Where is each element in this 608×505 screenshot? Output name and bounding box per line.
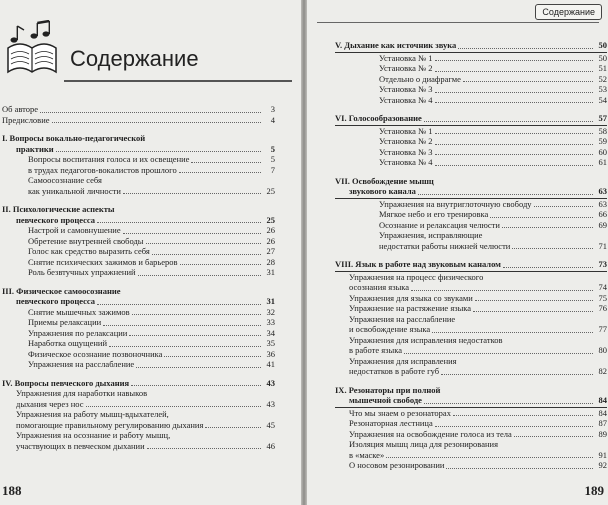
- entry-text: IX. Резонаторы при полной: [335, 384, 441, 395]
- dot-leader: [435, 133, 593, 134]
- toc-entry: [2, 328, 275, 339]
- dot-leader: [473, 311, 593, 312]
- contents-title: Содержание: [70, 46, 199, 71]
- toc-entry: [335, 63, 607, 74]
- entry-text: в трудах педагогов-вокалистов прошлого: [28, 164, 177, 175]
- toc-entry: [335, 450, 607, 461]
- entry-text: Упражнения на расслабление: [349, 313, 456, 324]
- dot-leader: [463, 81, 593, 82]
- entry-text: IV. Вопросы певческого дыхания: [2, 377, 130, 388]
- section-title: [2, 286, 275, 307]
- page-ref: 57: [598, 113, 607, 123]
- entry-text: Установка № 3: [379, 146, 433, 157]
- toc-entry: [2, 441, 275, 452]
- toc-entry: [2, 154, 275, 165]
- entry-text: Упражнения для языка со звуками: [349, 292, 473, 303]
- entry-text: осознания языка: [349, 282, 410, 292]
- left-page: [0, 0, 301, 505]
- dot-leader: [435, 71, 593, 72]
- toc-entry: [2, 409, 275, 420]
- toc-section: [2, 286, 275, 370]
- page-ref: 89: [598, 428, 607, 439]
- entry-text: Установка № 2: [379, 63, 433, 73]
- page-number: 188: [2, 483, 22, 498]
- dot-leader: [138, 275, 261, 276]
- entry-text: Упражнения для исправления: [349, 355, 457, 366]
- dot-leader: [86, 406, 261, 407]
- entry-text: как уникальной личности: [28, 185, 121, 196]
- toc-entry: [335, 303, 607, 314]
- page-ref: 41: [266, 359, 275, 369]
- toc-entry: [335, 209, 607, 220]
- dot-leader: [432, 332, 593, 333]
- dot-leader: [404, 353, 593, 354]
- section-title-line: [2, 215, 275, 226]
- dot-leader: [97, 304, 261, 305]
- page-ref: 34: [266, 327, 275, 338]
- dot-leader: [453, 415, 593, 416]
- section-title-line: [2, 378, 275, 389]
- dot-leader: [129, 335, 261, 336]
- entry-text: Установка № 1: [379, 52, 433, 63]
- entry-text: певческого процесса: [16, 214, 95, 225]
- entry-text: практики: [16, 143, 54, 154]
- toc-entry: [335, 84, 607, 95]
- section-title: [335, 259, 607, 272]
- entry-text: участвующих в певческом дыхании: [16, 440, 145, 451]
- entry-text: Отдельно о диафрагме: [379, 73, 461, 84]
- dot-leader: [490, 217, 593, 218]
- entry-text: Приемы релаксации: [28, 317, 102, 327]
- toc-entry: [335, 345, 607, 356]
- page-ref: 75: [598, 292, 607, 303]
- dot-leader: [435, 426, 593, 427]
- dot-leader: [435, 154, 593, 155]
- page-ref: 5: [270, 154, 275, 164]
- dot-leader: [132, 314, 261, 315]
- page-ref: 5: [270, 143, 275, 154]
- dot-leader: [109, 346, 261, 347]
- page-ref: 92: [598, 460, 607, 470]
- entry-text: Установка № 4: [379, 157, 433, 167]
- entry-text: Упражнения на внутриглоточную свободу: [379, 198, 532, 209]
- page-ref: 50: [598, 40, 607, 50]
- dot-leader: [435, 102, 593, 103]
- dot-leader: [147, 448, 261, 449]
- toc-entry: [2, 175, 275, 186]
- entry-text: Мягкое небо и его тренировка: [379, 209, 489, 219]
- dot-leader: [191, 162, 261, 163]
- toc-entry: [2, 236, 275, 247]
- page-ref: 84: [598, 395, 607, 405]
- page-ref: 91: [598, 449, 607, 460]
- dot-leader: [180, 264, 261, 265]
- section-title: [2, 378, 275, 389]
- entry-text: V. Дыхание как источник звука: [335, 40, 457, 50]
- section-title-line: [2, 144, 275, 155]
- entry-text: Упражнения для наработки навыков: [16, 388, 148, 398]
- toc-entry: [2, 388, 275, 399]
- toc-entry: [335, 293, 607, 304]
- page-ref: 45: [266, 419, 275, 430]
- dot-leader: [512, 248, 593, 249]
- page-ref: 32: [266, 306, 275, 317]
- dot-leader: [514, 436, 593, 437]
- toc-section: [335, 113, 607, 168]
- toc-entry: [2, 104, 275, 115]
- dot-leader: [123, 193, 261, 194]
- entry-text: Упражнения, исправляющие: [379, 230, 483, 240]
- toc-section: [2, 204, 275, 278]
- entry-text: дыхания через нос: [16, 398, 84, 409]
- page-ref: 63: [598, 198, 607, 209]
- dot-leader: [435, 165, 593, 166]
- entry-text: в «маске»: [349, 449, 385, 460]
- toc-entry: [335, 314, 607, 325]
- toc-entry: [335, 53, 607, 64]
- entry-text: Осознание и релаксация челюсти: [379, 219, 500, 230]
- page-ref: 26: [266, 235, 275, 246]
- toc-entry: [335, 335, 607, 346]
- toc-entry: [335, 147, 607, 158]
- entry-text: Что мы знаем о резонаторах: [349, 407, 451, 418]
- toc-entry: [335, 136, 607, 147]
- dot-leader: [441, 374, 593, 375]
- section-title-line: [335, 186, 607, 197]
- page-ref: 71: [598, 240, 607, 251]
- section-title: [335, 113, 607, 126]
- page-ref: 43: [266, 377, 275, 388]
- dot-leader: [418, 194, 593, 195]
- entry-text: недостатки работы нижней челюсти: [379, 240, 511, 251]
- toc-entry: [335, 356, 607, 367]
- toc-entry: [2, 317, 275, 328]
- toc-entry: [335, 220, 607, 231]
- entry-text: Наработка ощущений: [28, 338, 108, 348]
- section-title-line: [335, 385, 607, 396]
- entry-text: Роль безвтучных упражнений: [28, 267, 136, 277]
- section-title-line: [2, 286, 275, 297]
- entry-text: и освобождение языка: [349, 324, 431, 334]
- page-ref: 25: [266, 185, 275, 196]
- entry-text: Обретение внутренней свободы: [28, 235, 144, 246]
- toc-section: [335, 259, 607, 377]
- dot-leader: [136, 367, 261, 368]
- section-title: [335, 40, 607, 53]
- entry-text: Самоосознание себя: [28, 175, 102, 185]
- dot-leader: [179, 172, 261, 173]
- entry-text: Снятие мышечных зажимов: [28, 306, 130, 317]
- entry-text: Вопросы воспитания голоса и их освещение: [28, 154, 190, 164]
- page-ref: 46: [266, 440, 275, 451]
- dot-leader: [123, 233, 261, 234]
- page-ref: 82: [598, 366, 607, 376]
- page-ref: 69: [598, 219, 607, 230]
- toc-entry: [335, 272, 607, 283]
- toc-entry: [2, 225, 275, 236]
- toc-entry: [335, 324, 607, 335]
- right-page: [307, 0, 608, 505]
- toc-entry: [2, 246, 275, 257]
- section-title-line: [2, 296, 275, 307]
- dot-leader: [97, 222, 261, 223]
- toc-entry: [335, 282, 607, 293]
- entry-text: Установка № 2: [379, 136, 433, 146]
- running-head: Содержание: [535, 4, 602, 20]
- toc-entry: [335, 241, 607, 252]
- page-ref: 54: [598, 94, 607, 105]
- toc-entry: [335, 460, 607, 471]
- toc-entry: [2, 359, 275, 370]
- entry-text: недостатков в работе губ: [349, 366, 440, 376]
- toc-entry: [335, 95, 607, 106]
- page-ref: 4: [270, 114, 275, 125]
- page-ref: 63: [598, 186, 607, 196]
- page-ref: 80: [598, 345, 607, 355]
- toc-entry: [2, 307, 275, 318]
- page-ref: 84: [598, 407, 607, 418]
- dot-leader: [475, 300, 593, 301]
- page-ref: 66: [598, 209, 607, 219]
- dot-leader: [386, 457, 593, 458]
- page-ref: 31: [266, 296, 275, 306]
- dot-leader: [52, 122, 261, 123]
- dot-leader: [131, 385, 261, 386]
- entry-text: VII. Освобождение мышц: [335, 175, 434, 186]
- entry-text: Установка № 3: [379, 84, 433, 94]
- toc-entry: [335, 74, 607, 85]
- dot-leader: [424, 403, 593, 404]
- page-ref: 87: [598, 418, 607, 428]
- entry-text: Упражнение на растяжение языка: [349, 303, 472, 313]
- entry-text: II. Психологические аспекты: [2, 204, 115, 214]
- entry-text: Об авторе: [2, 104, 39, 114]
- page-ref: 51: [598, 63, 607, 73]
- section-title-line: [335, 40, 607, 51]
- entry-text: Установка № 4: [379, 94, 433, 105]
- page-ref: 61: [598, 157, 607, 167]
- section-title-line: [2, 204, 275, 215]
- page-ref: 74: [598, 282, 607, 292]
- entry-text: Резонаторная лестница: [349, 418, 433, 428]
- entry-text: звукового канала: [349, 186, 416, 196]
- entry-text: О носовом резонировании: [349, 460, 445, 470]
- page-ref: 27: [266, 246, 275, 256]
- section-title-line: [335, 395, 607, 406]
- entry-text: Предисловие: [2, 114, 50, 125]
- toc-right: [335, 32, 607, 471]
- page-ref: 77: [598, 324, 607, 334]
- entry-text: мышечной свободе: [349, 395, 422, 405]
- toc-entry: [2, 338, 275, 349]
- dot-leader: [502, 227, 593, 228]
- entry-text: Снятие психических зажимов и барьеров: [28, 256, 178, 267]
- page-ref: 35: [266, 338, 275, 348]
- dot-leader: [503, 267, 593, 268]
- page-ref: 58: [598, 125, 607, 136]
- toc-entry: [2, 165, 275, 176]
- section-title: [335, 176, 607, 199]
- page-ref: 52: [598, 73, 607, 84]
- dot-leader: [40, 112, 261, 113]
- entry-text: Упражнения для исправления недостатков: [349, 334, 503, 345]
- page-ref: 33: [266, 317, 275, 327]
- toc-entry: [335, 157, 607, 168]
- toc-entry: [2, 267, 275, 278]
- entry-text: Голос как средство выразить себя: [28, 246, 150, 256]
- entry-text: Настрой и самовнушение: [28, 225, 121, 235]
- section-title-line: [335, 176, 607, 187]
- page-ref: 50: [598, 52, 607, 63]
- page-ref: 43: [266, 398, 275, 409]
- toc-entry: [335, 439, 607, 450]
- toc-entry: [335, 230, 607, 241]
- dot-leader: [534, 206, 593, 207]
- dot-leader: [164, 356, 261, 357]
- toc-entry: [335, 408, 607, 419]
- music-book-icon: [4, 20, 60, 80]
- toc-left: [2, 104, 275, 451]
- toc-section: [335, 176, 607, 252]
- title-rule: [64, 80, 292, 82]
- toc-entry: [2, 257, 275, 268]
- page-ref: 73: [598, 259, 607, 269]
- page-ref: 25: [266, 214, 275, 225]
- dot-leader: [458, 48, 593, 49]
- section-title-line: [335, 113, 607, 124]
- page-ref: 28: [266, 256, 275, 267]
- page-ref: 3: [270, 104, 275, 114]
- dot-leader: [56, 151, 261, 152]
- entry-text: III. Физическое самоосознание: [2, 285, 121, 296]
- toc-entry: [2, 430, 275, 441]
- section-title: [2, 204, 275, 225]
- entry-text: Изоляция мышц лица для резонирования: [349, 439, 498, 449]
- toc-entry: [335, 366, 607, 377]
- entry-text: I. Вопросы вокально-педагогической: [2, 133, 146, 143]
- entry-text: помогающие правильному регулированию дыхания: [16, 419, 204, 430]
- toc-entry: [2, 186, 275, 197]
- section-title: [2, 133, 275, 154]
- entry-text: в работе языка: [349, 345, 402, 355]
- dot-leader: [435, 92, 593, 93]
- page-ref: 31: [266, 267, 275, 277]
- entry-text: Упражнения по релаксации: [28, 327, 128, 338]
- page-ref: 7: [270, 164, 275, 175]
- dot-leader: [152, 254, 261, 255]
- page-ref: 53: [598, 84, 607, 94]
- entry-text: Упражнения на осознание и работу мышц,: [16, 430, 171, 440]
- dot-leader: [146, 243, 261, 244]
- section-title-line: [335, 259, 607, 270]
- toc-entry: [2, 420, 275, 431]
- toc-entry: [335, 429, 607, 440]
- toc-entry: [2, 399, 275, 410]
- section-title-line: [2, 133, 275, 144]
- entry-text: VIII. Язык в работе над звуковым каналом: [335, 259, 501, 269]
- dot-leader: [435, 144, 593, 145]
- dot-leader: [205, 427, 261, 428]
- entry-text: Физическое осознание позвоночника: [28, 348, 163, 359]
- page-ref: 59: [598, 136, 607, 146]
- toc-entry: [2, 115, 275, 126]
- toc-section: [335, 40, 607, 105]
- entry-text: Установка № 1: [379, 125, 433, 136]
- toc-entry: [335, 199, 607, 210]
- running-head-rule: [317, 22, 599, 23]
- entry-text: певческого процесса: [16, 296, 95, 306]
- entry-text: Упражнения на освобождение голоса из тела: [349, 428, 512, 439]
- entry-text: Упражнения на расслабление: [28, 359, 135, 369]
- toc-entry: [335, 418, 607, 429]
- dot-leader: [446, 468, 593, 469]
- dot-leader: [424, 121, 593, 122]
- page-ref: 60: [598, 146, 607, 157]
- toc-section: [2, 378, 275, 452]
- page-number: 189: [584, 483, 604, 498]
- toc-entry: [2, 349, 275, 360]
- entry-text: Упражнения на процесс физического: [349, 271, 484, 282]
- section-title: [335, 385, 607, 408]
- dot-leader: [435, 60, 593, 61]
- entry-text: VI. Голосообразование: [335, 113, 422, 123]
- page-ref: 76: [598, 303, 607, 313]
- toc-section: [335, 385, 607, 471]
- toc-section: [2, 133, 275, 196]
- page-ref: 26: [266, 225, 275, 235]
- dot-leader: [411, 290, 593, 291]
- dot-leader: [103, 325, 261, 326]
- page-ref: 36: [266, 348, 275, 359]
- entry-text: Упражнения на работу мышц-вдыхателей,: [16, 409, 169, 419]
- toc-entry: [335, 126, 607, 137]
